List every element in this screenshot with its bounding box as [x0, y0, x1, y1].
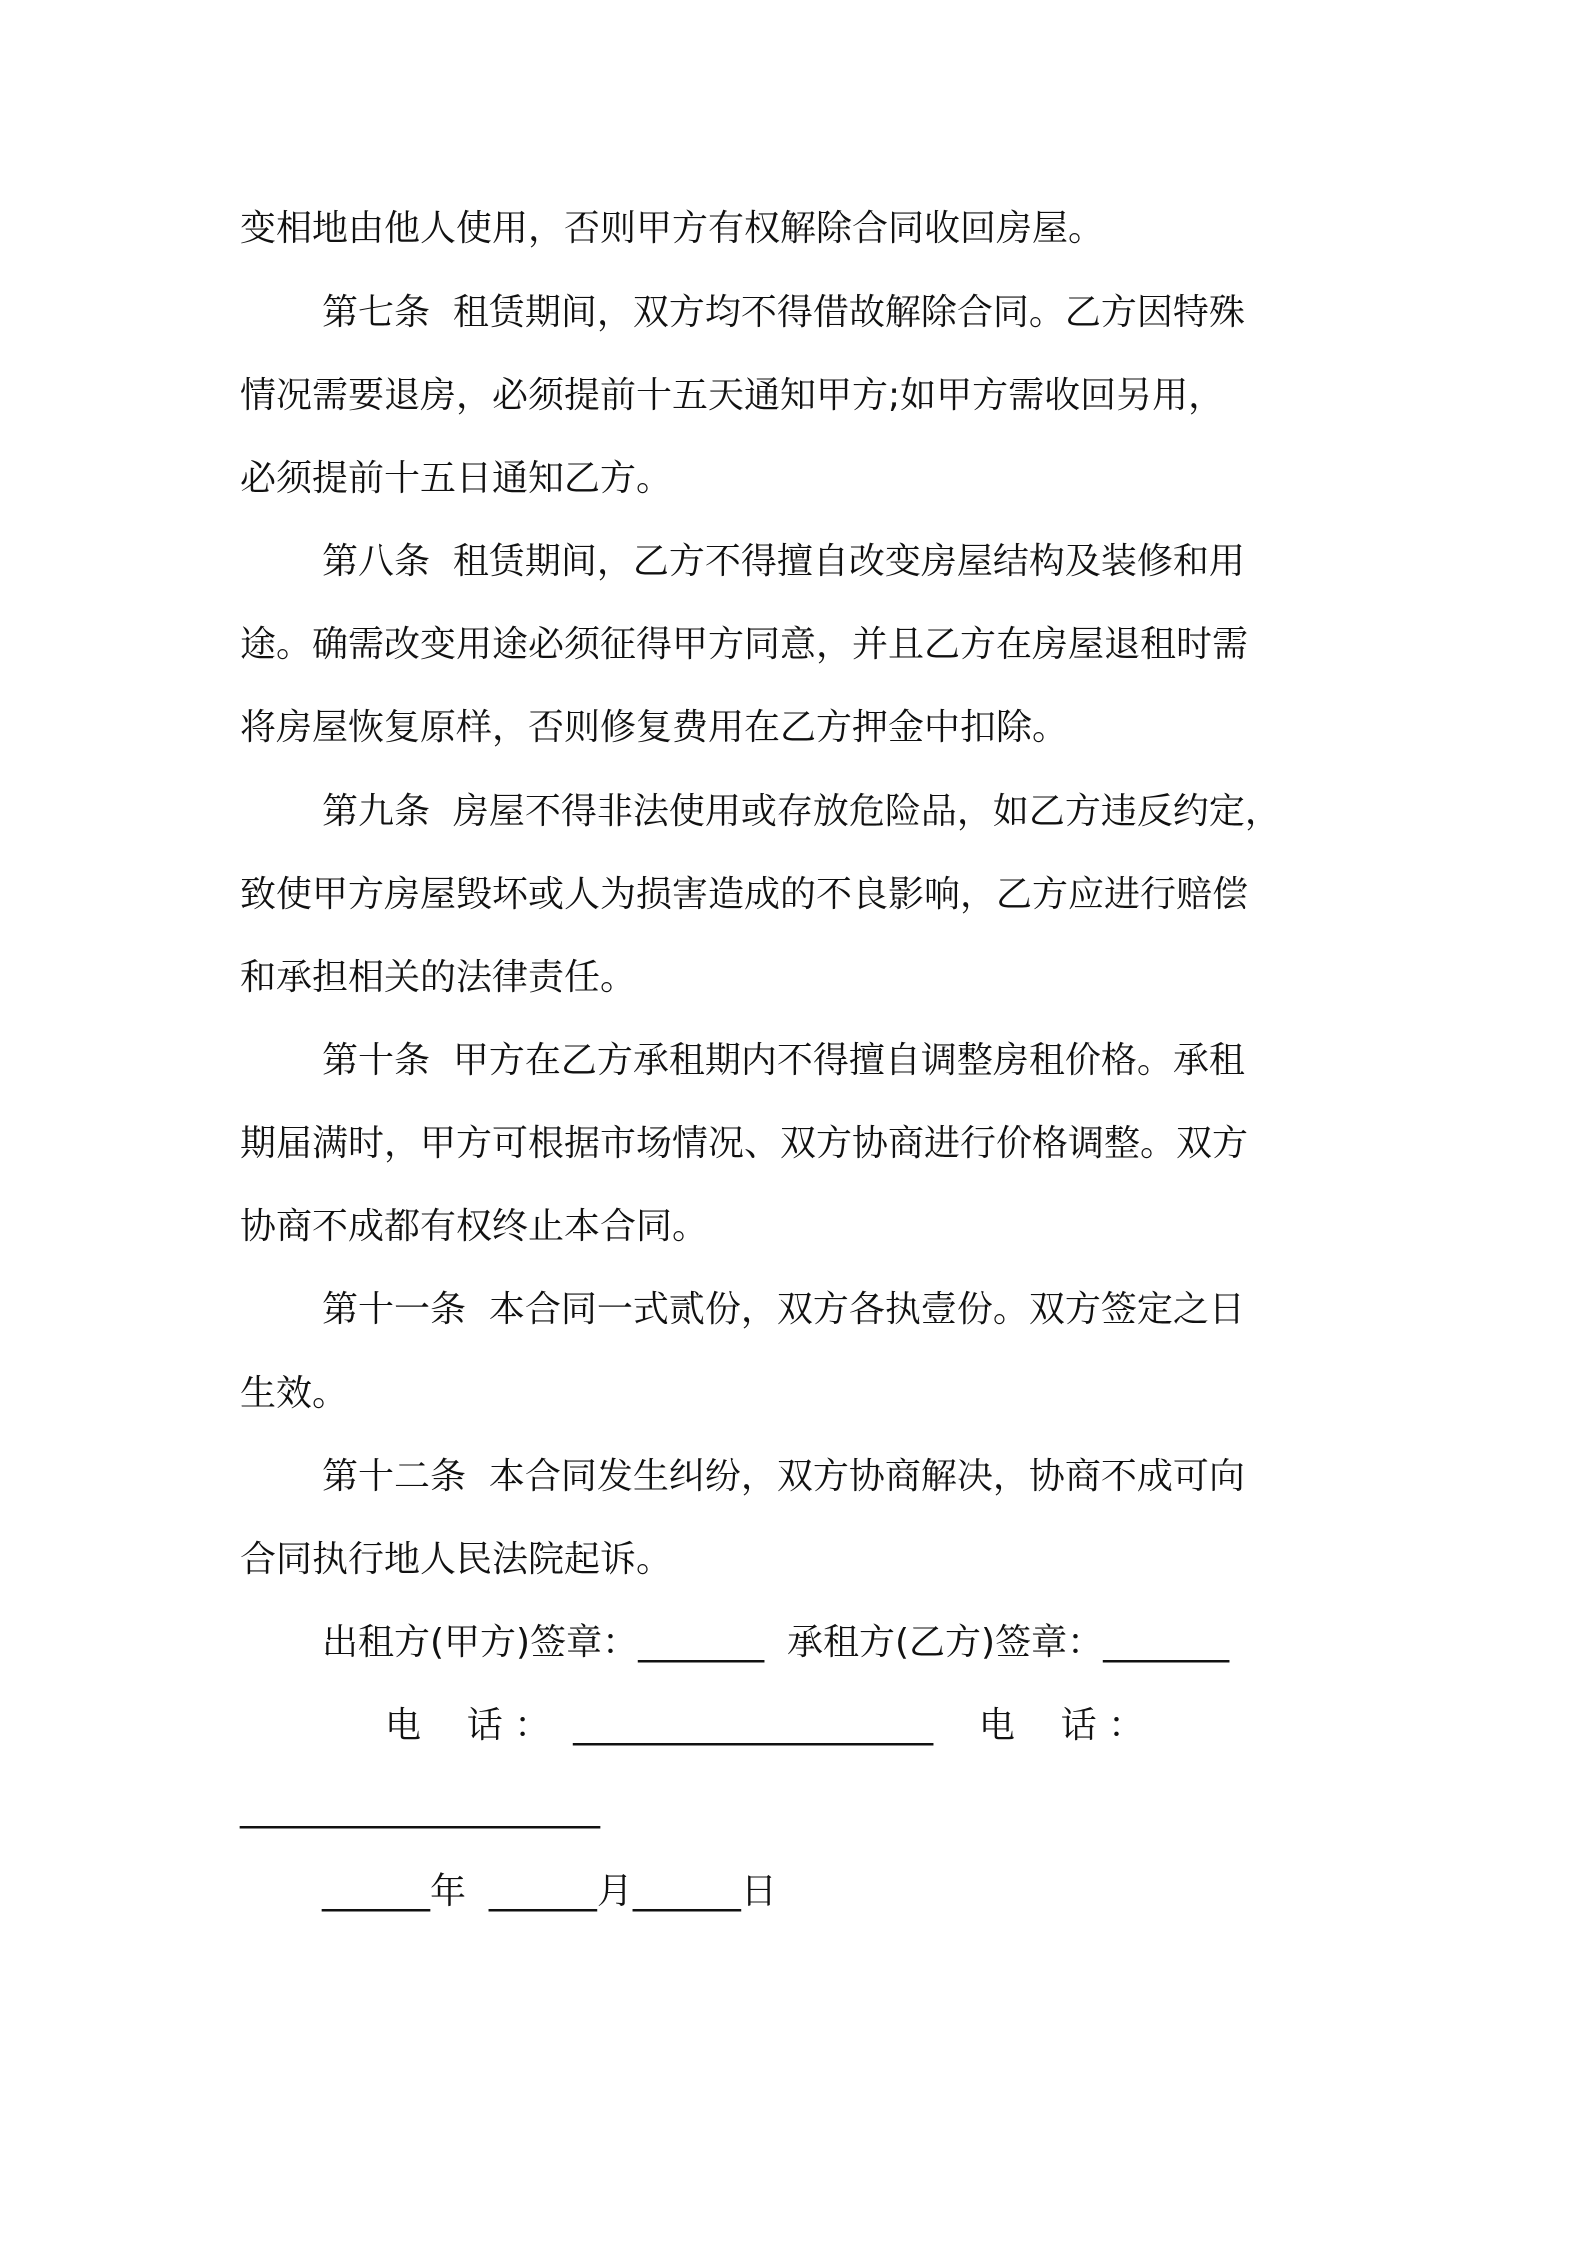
phone-line: 电 话 ： ____________________ 电 话 ： [385, 1705, 1145, 1746]
clause-7-line-1: 第七条 租赁期间，双方均不得借故解除合同。乙方因特殊 [322, 292, 1245, 333]
clause-11-line-1: 第十一条 本合同一式贰份，双方各执壹份。双方签定之日 [322, 1289, 1245, 1330]
clause-9-line-1: 第九条 房屋不得非法使用或存放危险品，如乙方违反约定， [322, 791, 1281, 832]
clause-8-line-1: 第八条 租赁期间，乙方不得擅自改变房屋结构及装修和用 [322, 541, 1245, 582]
clause-10-line-3: 协商不成都有权终止本合同。 [240, 1206, 709, 1247]
clause-12-line-2: 合同执行地人民法院起诉。 [240, 1539, 673, 1580]
clause-8-line-2: 途。确需改变用途必须征得甲方同意，并且乙方在房屋退租时需 [240, 624, 1249, 665]
phone-blank: ____________________ [240, 1788, 600, 1829]
date-line: ______年 ______月______日 [322, 1871, 777, 1912]
clause-11-line-2: 生效。 [240, 1373, 349, 1414]
clause-7-line-3: 必须提前十五日通知乙方。 [240, 458, 673, 499]
clause-7-line-2: 情况需要退房，必须提前十五天通知甲方;如甲方需收回另用， [240, 375, 1225, 416]
clause-8-line-3: 将房屋恢复原样，否则修复费用在乙方押金中扣除。 [240, 707, 1069, 748]
clause-12-line-1: 第十二条 本合同发生纠纷，双方协商解决，协商不成可向 [322, 1456, 1245, 1497]
clause-10-line-1: 第十条 甲方在乙方承租期内不得擅自调整房租价格。承租 [322, 1040, 1245, 1081]
clause-10-line-2: 期届满时，甲方可根据市场情况、双方协商进行价格调整。双方 [240, 1123, 1249, 1164]
signature-line: 出租方(甲方)签章：_______ 承租方(乙方)签章：_______ [322, 1622, 1230, 1663]
clause-9-line-2: 致使甲方房屋毁坏或人为损害造成的不良影响，乙方应进行赔偿 [240, 874, 1249, 915]
paragraph-line: 变相地由他人使用，否则甲方有权解除合同收回房屋。 [240, 208, 1105, 249]
clause-9-line-3: 和承担相关的法律责任。 [240, 957, 637, 998]
